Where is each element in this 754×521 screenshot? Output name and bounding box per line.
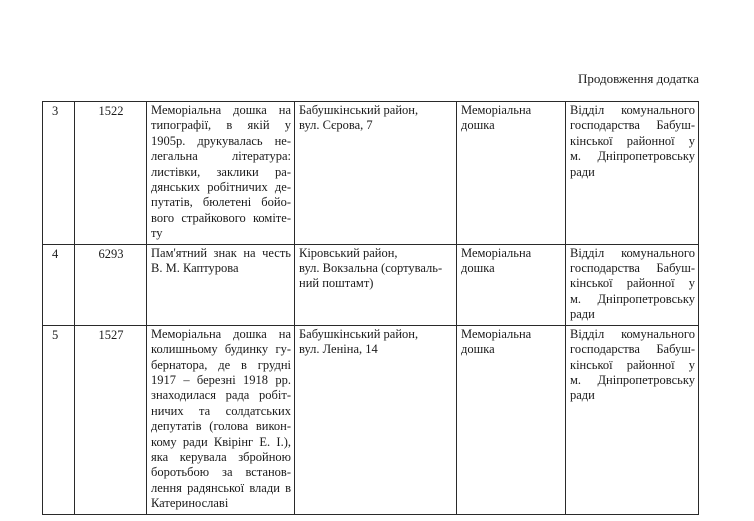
description-line: депутатів (голова викон- [151, 419, 291, 434]
continuation-header: Продовження додатка [578, 71, 699, 86]
description-line: Меморіальна дошка на [151, 326, 291, 341]
description-line: путатів, бюлетені бойо- [151, 195, 291, 210]
description-line: боротьбою за встанов- [151, 465, 291, 480]
type-line: Меморіальна [461, 245, 532, 260]
monument-description [147, 325, 295, 514]
monument-description [147, 244, 295, 325]
address-line: вул. Сєрова, 7 [299, 118, 373, 133]
description-line: Катеринославі [151, 496, 229, 511]
responsible-owner [566, 244, 699, 325]
table-row [43, 244, 699, 325]
owner-line: м. Дніпропетровську [570, 291, 695, 306]
description-line: 1905р. друкувалась не- [151, 133, 291, 148]
registry-code: 6293 [75, 244, 147, 325]
description-line: типографії, в якій у [151, 118, 291, 133]
row-number: 4 [43, 244, 75, 325]
monument-type [457, 325, 566, 514]
description-line: колишньому будинку гу- [151, 342, 291, 357]
description-line: 1917 – березні 1918 рр. [151, 372, 291, 387]
description-line: кому ради Квірінг Е. І.), [151, 434, 291, 449]
owner-line: Відділ комунального [570, 103, 695, 117]
description-line: В. М. Каптурова [151, 261, 239, 276]
description-line: знаходилася рада робіт- [151, 388, 291, 403]
monument-address [295, 325, 457, 514]
row-number: 3 [43, 102, 75, 245]
description-line: легальна література: [151, 149, 291, 164]
owner-line: господарства Бабуш- [570, 118, 695, 133]
owner-line: кінської районної у [570, 133, 695, 148]
type-line: дошка [461, 261, 495, 276]
monument-type [457, 102, 566, 245]
address-line: Бабушкінський район, [299, 103, 419, 117]
description-line: лення радянської влади в [151, 480, 291, 495]
monument-type [457, 244, 566, 325]
owner-line: Відділ комунального [570, 326, 695, 341]
owner-line: м. Дніпропетровську [570, 372, 695, 387]
owner-line: господарства Бабуш- [570, 342, 695, 357]
row-number: 5 [43, 325, 75, 514]
monument-address [295, 244, 457, 325]
description-line: ничих та солдатських [151, 403, 291, 418]
responsible-owner [566, 325, 699, 514]
responsible-owner [566, 102, 699, 245]
owner-line: кінської районної у [570, 276, 695, 291]
type-line: дошка [461, 118, 495, 133]
registry-code: 1527 [75, 325, 147, 514]
address-line: вул. Вокзальна (сортуваль- [299, 261, 443, 276]
address-line: Кіровський район, [299, 245, 398, 260]
type-line: Меморіальна [461, 103, 532, 117]
owner-line: м. Дніпропетровську [570, 149, 695, 164]
type-line: Меморіальна [461, 326, 532, 341]
owner-line: Відділ комунального [570, 245, 695, 260]
owner-line: господарства Бабуш- [570, 261, 695, 276]
description-line: ту [151, 226, 163, 241]
description-line: Меморіальна дошка на [151, 103, 291, 117]
registry-code: 1522 [75, 102, 147, 245]
type-line: дошка [461, 342, 495, 357]
monument-description [147, 102, 295, 245]
owner-line: кінської районної у [570, 357, 695, 372]
description-line: дянських робітничих де- [151, 180, 291, 195]
table-row [43, 102, 699, 245]
description-line: листівки, заклики ра- [151, 164, 291, 179]
monument-address [295, 102, 457, 245]
description-line: вого страйкового коміте- [151, 210, 291, 225]
address-line: вул. Леніна, 14 [299, 342, 378, 357]
owner-line: ради [570, 307, 595, 322]
owner-line: ради [570, 164, 595, 179]
description-line: Пам'ятний знак на честь [151, 245, 291, 260]
monuments-table [42, 101, 699, 515]
address-line: Бабушкінський район, [299, 326, 419, 341]
owner-line: ради [570, 388, 595, 403]
description-line: бернатора, де в грудні [151, 357, 291, 372]
table-row [43, 325, 699, 514]
description-line: яка керувала збройною [151, 449, 291, 464]
address-line: ний поштамт) [299, 276, 374, 291]
